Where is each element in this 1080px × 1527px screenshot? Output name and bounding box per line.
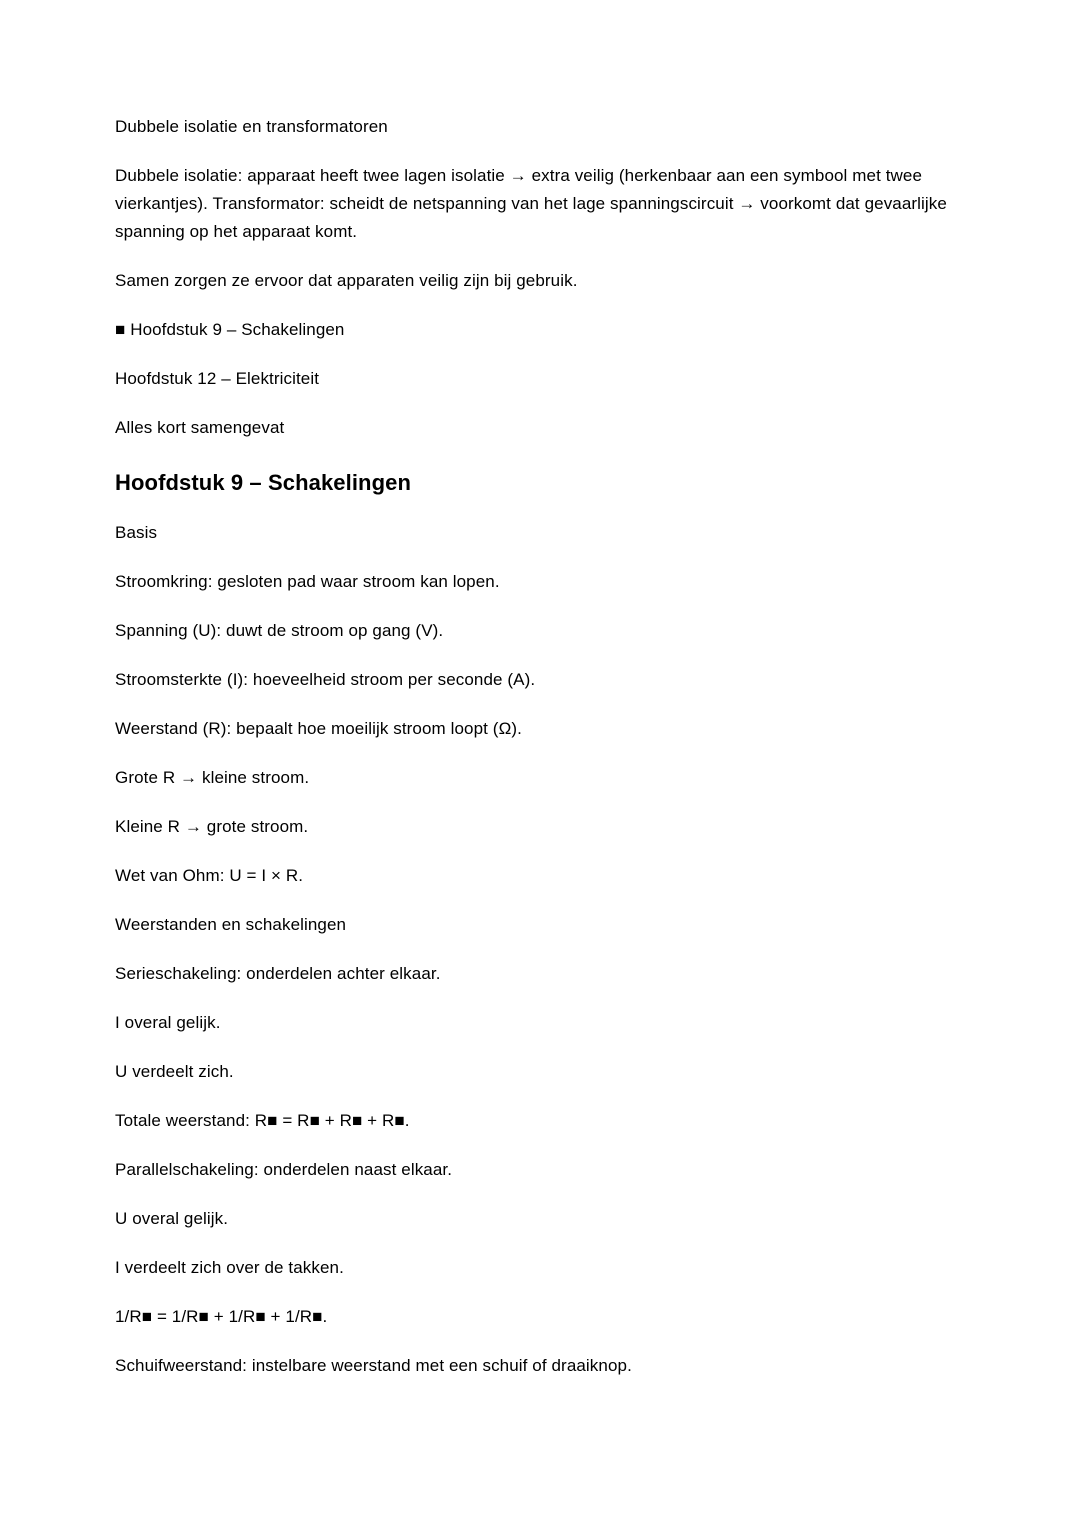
paragraph-hoofdstuk-9-bullet: ■ Hoofdstuk 9 – Schakelingen [115, 320, 345, 339]
paragraph-parallelschakeling: Parallelschakeling: onderdelen naast elkaar. [115, 1160, 453, 1179]
paragraph-weerstanden-en-schakelingen: Weerstanden en schakelingen [115, 915, 347, 934]
paragraph-alles-kort: Alles kort samengevat [115, 418, 285, 437]
paragraph-stroomsterkte: Stroomsterkte (I): hoeveelheid stroom per seconde (A). [115, 670, 536, 689]
paragraph-parallel-formule: 1/R■ = 1/R■ + 1/R■ + 1/R■. [115, 1307, 328, 1326]
paragraph-wet-van-ohm: Wet van Ohm: U = I × R. [115, 866, 304, 885]
paragraph-schuifweerstand: Schuifweerstand: instelbare weerstand met een schuif of draaiknop. [115, 1356, 632, 1375]
paragraph-basis: Basis [115, 523, 158, 542]
section-heading-hoofdstuk-9: Hoofdstuk 9 – Schakelingen [115, 470, 412, 495]
paragraph-grote-r: Grote R → kleine stroom. [115, 768, 310, 787]
paragraph-samen-zorgen: Samen zorgen ze ervoor dat apparaten veilig zijn bij gebruik. [115, 271, 578, 290]
paragraph-u-overal-gelijk: U overal gelijk. [115, 1209, 229, 1228]
paragraph-kleine-r: Kleine R → grote stroom. [115, 817, 309, 836]
paragraph-weerstand: Weerstand (R): bepaalt hoe moeilijk stroom loopt (Ω). [115, 719, 522, 738]
paragraph-u-verdeelt-zich: U verdeelt zich. [115, 1062, 234, 1081]
paragraph-i-overal-gelijk: I overal gelijk. [115, 1013, 221, 1032]
paragraph-i-verdeelt-zich: I verdeelt zich over de takken. [115, 1258, 344, 1277]
paragraph-dubbele-isolatie-titel: Dubbele isolatie en transformatoren [115, 117, 388, 136]
paragraph-totale-weerstand: Totale weerstand: R■ = R■ + R■ + R■. [115, 1111, 410, 1130]
paragraph-hoofdstuk-12: Hoofdstuk 12 – Elektriciteit [115, 369, 320, 388]
paragraph-dubbele-isolatie-uitleg: Dubbele isolatie: apparaat heeft twee lagen isolatie → extra veilig (herkenbaar aan een symbool met twee vierkantjes). Transformator: scheidt de netspanning van het lage spanningscircuit → voorkomt dat gevaarlijke spanning op het apparaat komt. [115, 166, 947, 241]
paragraph-stroomkring: Stroomkring: gesloten pad waar stroom kan lopen. [115, 572, 500, 591]
paragraph-spanning: Spanning (U): duwt de stroom op gang (V). [115, 621, 444, 640]
paragraph-serieschakeling: Serieschakeling: onderdelen achter elkaar. [115, 964, 441, 983]
